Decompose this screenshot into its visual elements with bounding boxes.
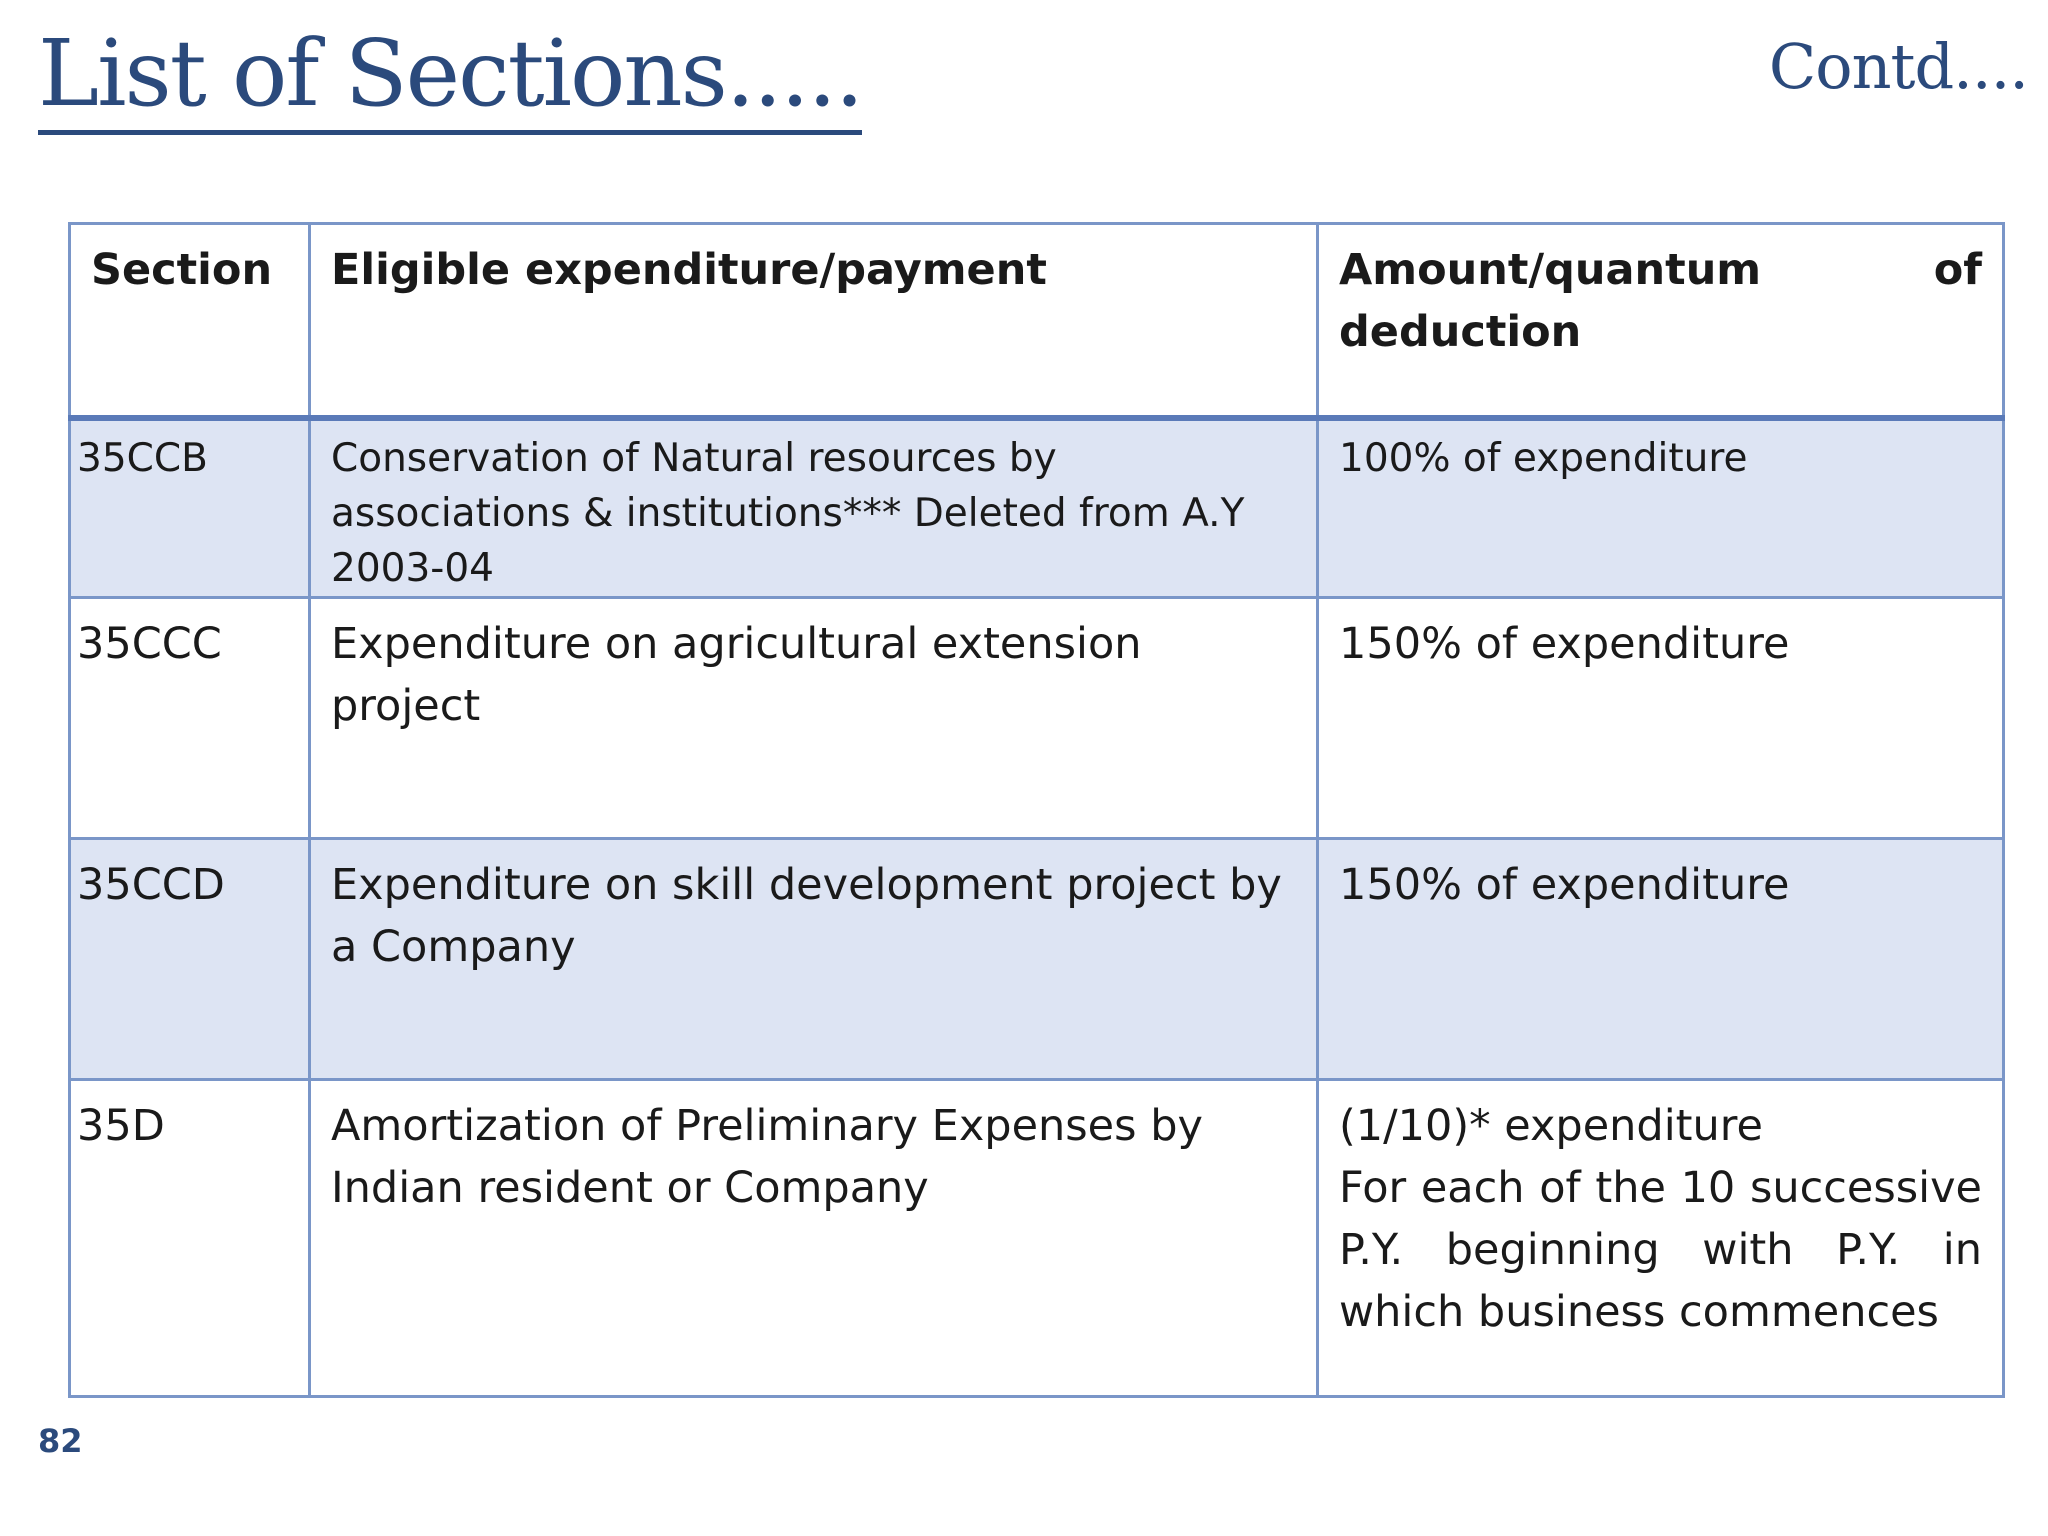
header-section: Section xyxy=(70,224,310,419)
deduction-line-1: (1/10)* expenditure xyxy=(1339,1101,1763,1151)
deduction-cell: 150% of expenditure xyxy=(1318,839,2004,1080)
expenditure-cell: Expenditure on skill development project by a Company xyxy=(310,839,1318,1080)
deduction-cell: 150% of expenditure xyxy=(1318,598,2004,839)
slide-title: List of Sections..... xyxy=(38,18,862,135)
section-cell: 35CCD xyxy=(70,839,310,1080)
section-cell: 35CCB xyxy=(70,418,310,598)
section-cell: 35D xyxy=(70,1080,310,1397)
header-deduction-text: Amount/quantum of deduction xyxy=(1339,245,1982,357)
table-row xyxy=(70,418,2004,598)
table-header-row xyxy=(70,224,2004,419)
expenditure-cell: Amortization of Preliminary Expenses by Indian resident or Company xyxy=(310,1080,1318,1397)
deduction-cell xyxy=(1318,1080,2004,1397)
section-cell: 35CCC xyxy=(70,598,310,839)
continued-label: Contd.... xyxy=(1768,30,2028,103)
expenditure-cell: Expenditure on agricultural extension project xyxy=(310,598,1318,839)
table-row xyxy=(70,839,2004,1080)
deduction-cell: 100% of expenditure xyxy=(1318,418,2004,598)
header-deduction xyxy=(1318,224,2004,419)
header-expenditure: Eligible expenditure/payment xyxy=(310,224,1318,419)
expenditure-cell: Conservation of Natural resources by associations & institutions*** Deleted from A.Y 2003-04 xyxy=(310,418,1318,598)
page-number: 82 xyxy=(38,1422,83,1460)
table-row xyxy=(70,1080,2004,1397)
table-row xyxy=(70,598,2004,839)
deduction-line-2: For each of the 10 successive P.Y. beginning with P.Y. in which business commences xyxy=(1339,1163,1982,1337)
sections-table xyxy=(68,222,2005,1398)
